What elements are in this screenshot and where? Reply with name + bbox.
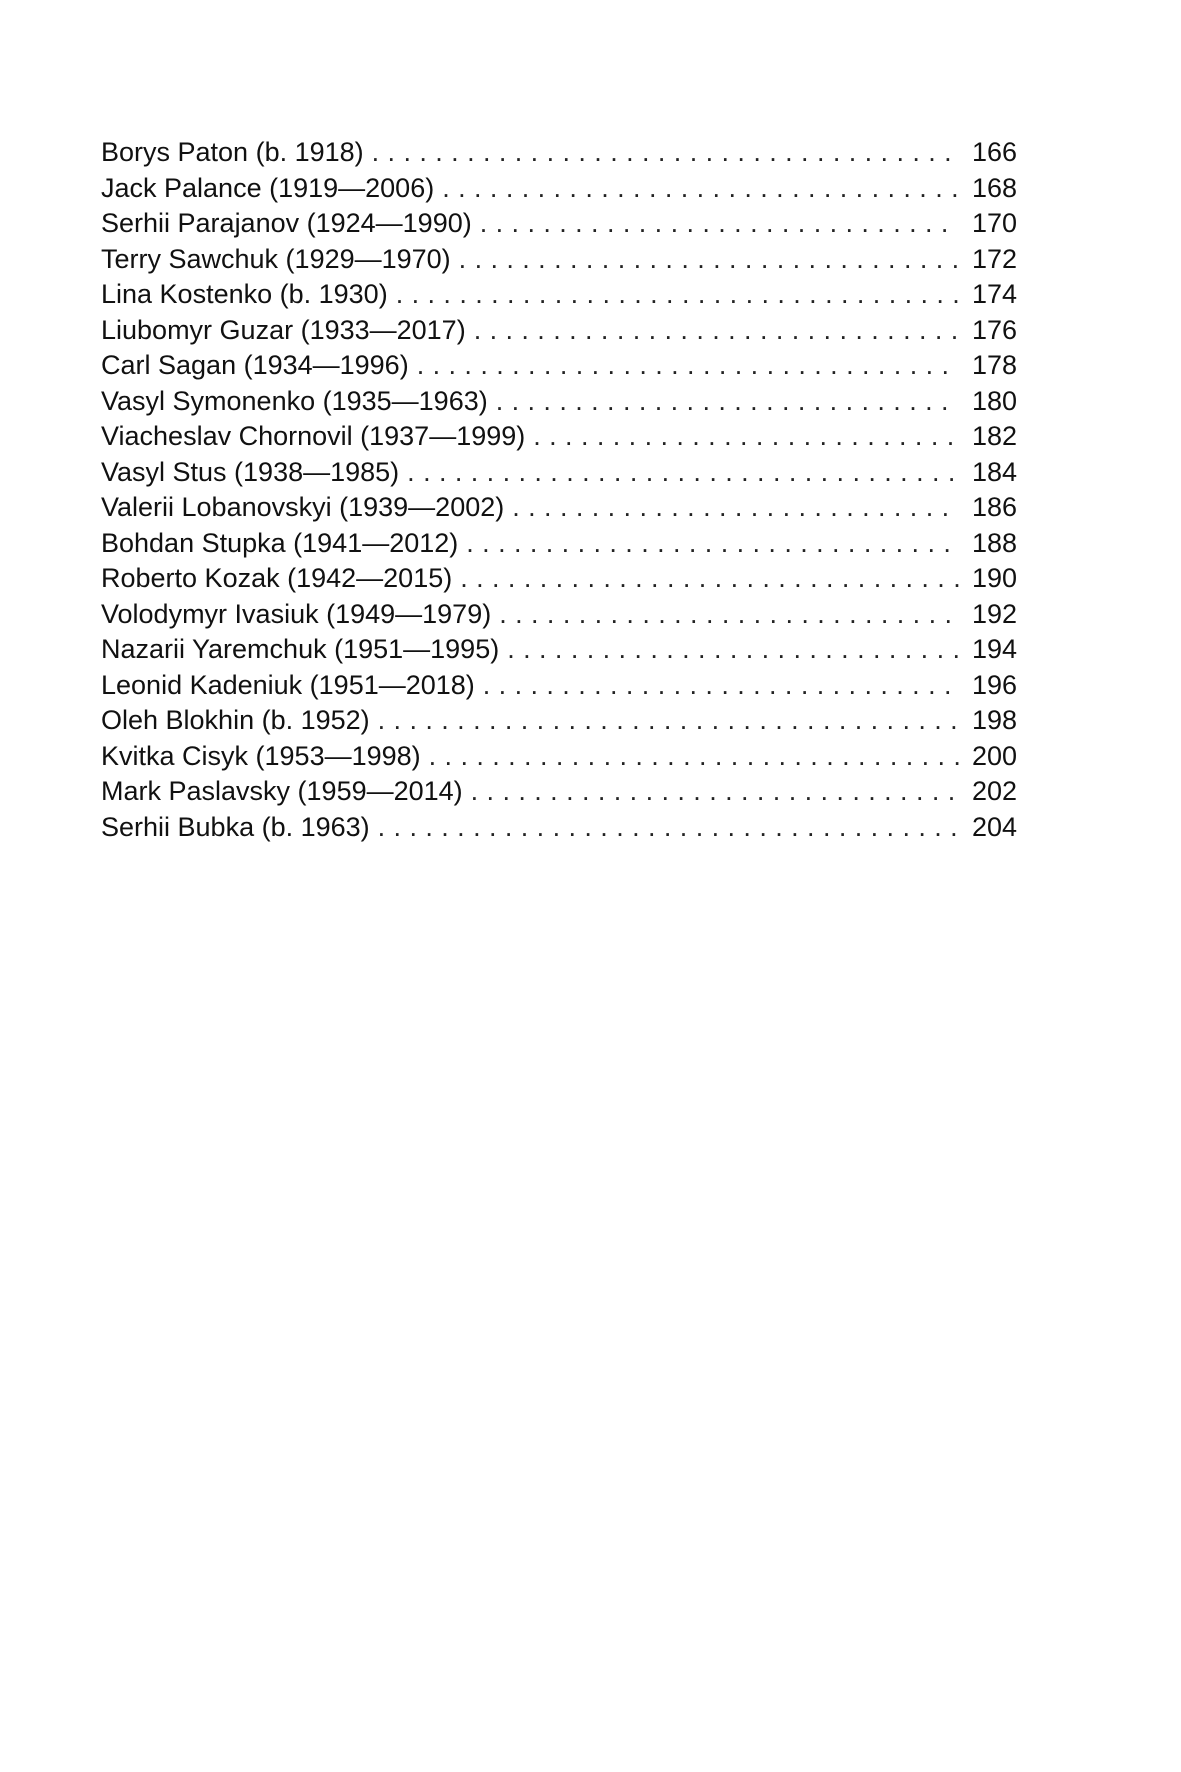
toc-entry-name: Borys Paton (b. 1918) xyxy=(101,137,364,167)
dot-leader xyxy=(378,703,959,739)
toc-entry[interactable] xyxy=(101,668,1017,704)
dot-leader xyxy=(499,597,959,633)
toc-entry[interactable] xyxy=(101,597,1017,633)
toc-entry-page: 202 xyxy=(971,776,1017,806)
toc-entry-name: Roberto Kozak (1942—2015) xyxy=(101,563,453,593)
toc-entry-name: Leonid Kadeniuk (1951—2018) xyxy=(101,669,475,700)
toc-entry[interactable] xyxy=(101,703,1017,739)
dot-leader xyxy=(460,561,959,597)
toc-entry-name: Serhii Bubka (b. 1963) xyxy=(101,811,370,842)
dot-leader xyxy=(372,135,959,171)
toc-entry[interactable] xyxy=(101,384,1017,420)
toc-entry-name: Vasyl Stus (1938—1985) xyxy=(101,456,400,487)
dot-leader xyxy=(496,384,959,420)
dot-leader xyxy=(442,171,959,207)
toc-entry[interactable] xyxy=(101,810,1017,846)
toc-entry[interactable] xyxy=(101,171,1017,207)
toc-entry[interactable] xyxy=(101,242,1017,278)
toc-entry-page: 198 xyxy=(971,705,1017,735)
toc-entry-name: Kvitka Cisyk (1953—1998) xyxy=(101,740,421,771)
toc-entry-page: 200 xyxy=(971,740,1017,771)
toc-entry-page: 182 xyxy=(971,421,1017,451)
toc-entry-name: Nazarii Yaremchuk (1951—1995) xyxy=(101,634,500,664)
toc-entry-name: Mark Paslavsky (1959—2014) xyxy=(101,776,463,806)
toc-entry[interactable] xyxy=(101,206,1017,242)
dot-leader xyxy=(459,242,959,278)
toc-entry[interactable] xyxy=(101,277,1017,313)
toc-entry-name: Serhii Parajanov (1924—1990) xyxy=(101,208,472,238)
toc-entry-page: 170 xyxy=(971,208,1017,238)
dot-leader xyxy=(474,313,959,349)
toc-entry-name: Vasyl Symonenko (1935—1963) xyxy=(101,385,488,416)
dot-leader xyxy=(378,810,959,846)
toc-entry[interactable] xyxy=(101,774,1017,810)
dot-leader xyxy=(417,348,959,384)
toc-entry-page: 178 xyxy=(971,350,1017,380)
dot-leader xyxy=(396,277,959,313)
dot-leader xyxy=(466,526,959,562)
toc-entry-name: Jack Palance (1919—2006) xyxy=(101,172,435,203)
dot-leader xyxy=(507,632,959,668)
toc-entry-page: 204 xyxy=(971,811,1017,842)
toc-entry[interactable] xyxy=(101,348,1017,384)
toc-entry-page: 192 xyxy=(971,598,1017,629)
toc-entry-page: 190 xyxy=(971,563,1017,593)
toc-entry-page: 172 xyxy=(971,243,1017,274)
toc-entry-page: 184 xyxy=(971,456,1017,487)
toc-entry[interactable] xyxy=(101,490,1017,526)
toc-entry-page: 188 xyxy=(971,527,1017,558)
toc-entry-page: 176 xyxy=(971,314,1017,345)
table-of-contents xyxy=(101,135,1017,845)
toc-entry-page: 194 xyxy=(971,634,1017,664)
toc-entry[interactable] xyxy=(101,561,1017,597)
dot-leader xyxy=(429,739,959,775)
dot-leader xyxy=(407,455,959,491)
toc-entry-name: Viacheslav Chornovil (1937—1999) xyxy=(101,421,526,451)
toc-entry[interactable] xyxy=(101,739,1017,775)
toc-entry-name: Lina Kostenko (b. 1930) xyxy=(101,279,388,309)
toc-entry[interactable] xyxy=(101,455,1017,491)
toc-entry-name: Liubomyr Guzar (1933—2017) xyxy=(101,314,466,345)
toc-entry[interactable] xyxy=(101,632,1017,668)
toc-entry-page: 186 xyxy=(971,492,1017,522)
toc-entry[interactable] xyxy=(101,313,1017,349)
dot-leader xyxy=(483,668,959,704)
toc-entry-name: Valerii Lobanovskyi (1939—2002) xyxy=(101,492,505,522)
toc-entry-name: Terry Sawchuk (1929—1970) xyxy=(101,243,451,274)
toc-entry-name: Carl Sagan (1934—1996) xyxy=(101,350,409,380)
toc-entry[interactable] xyxy=(101,526,1017,562)
toc-entry-page: 196 xyxy=(971,669,1017,700)
dot-leader xyxy=(512,490,959,526)
dot-leader xyxy=(471,774,959,810)
toc-entry-name: Bohdan Stupka (1941—2012) xyxy=(101,527,459,558)
dot-leader xyxy=(533,419,959,455)
toc-entry[interactable] xyxy=(101,419,1017,455)
toc-entry-page: 168 xyxy=(971,172,1017,203)
toc-entry-page: 166 xyxy=(971,137,1017,167)
toc-entry-name: Volodymyr Ivasiuk (1949—1979) xyxy=(101,598,492,629)
dot-leader xyxy=(480,206,959,242)
toc-entry-name: Oleh Blokhin (b. 1952) xyxy=(101,705,370,735)
toc-entry-page: 180 xyxy=(971,385,1017,416)
toc-entry-page: 174 xyxy=(971,279,1017,309)
toc-entry[interactable] xyxy=(101,135,1017,171)
